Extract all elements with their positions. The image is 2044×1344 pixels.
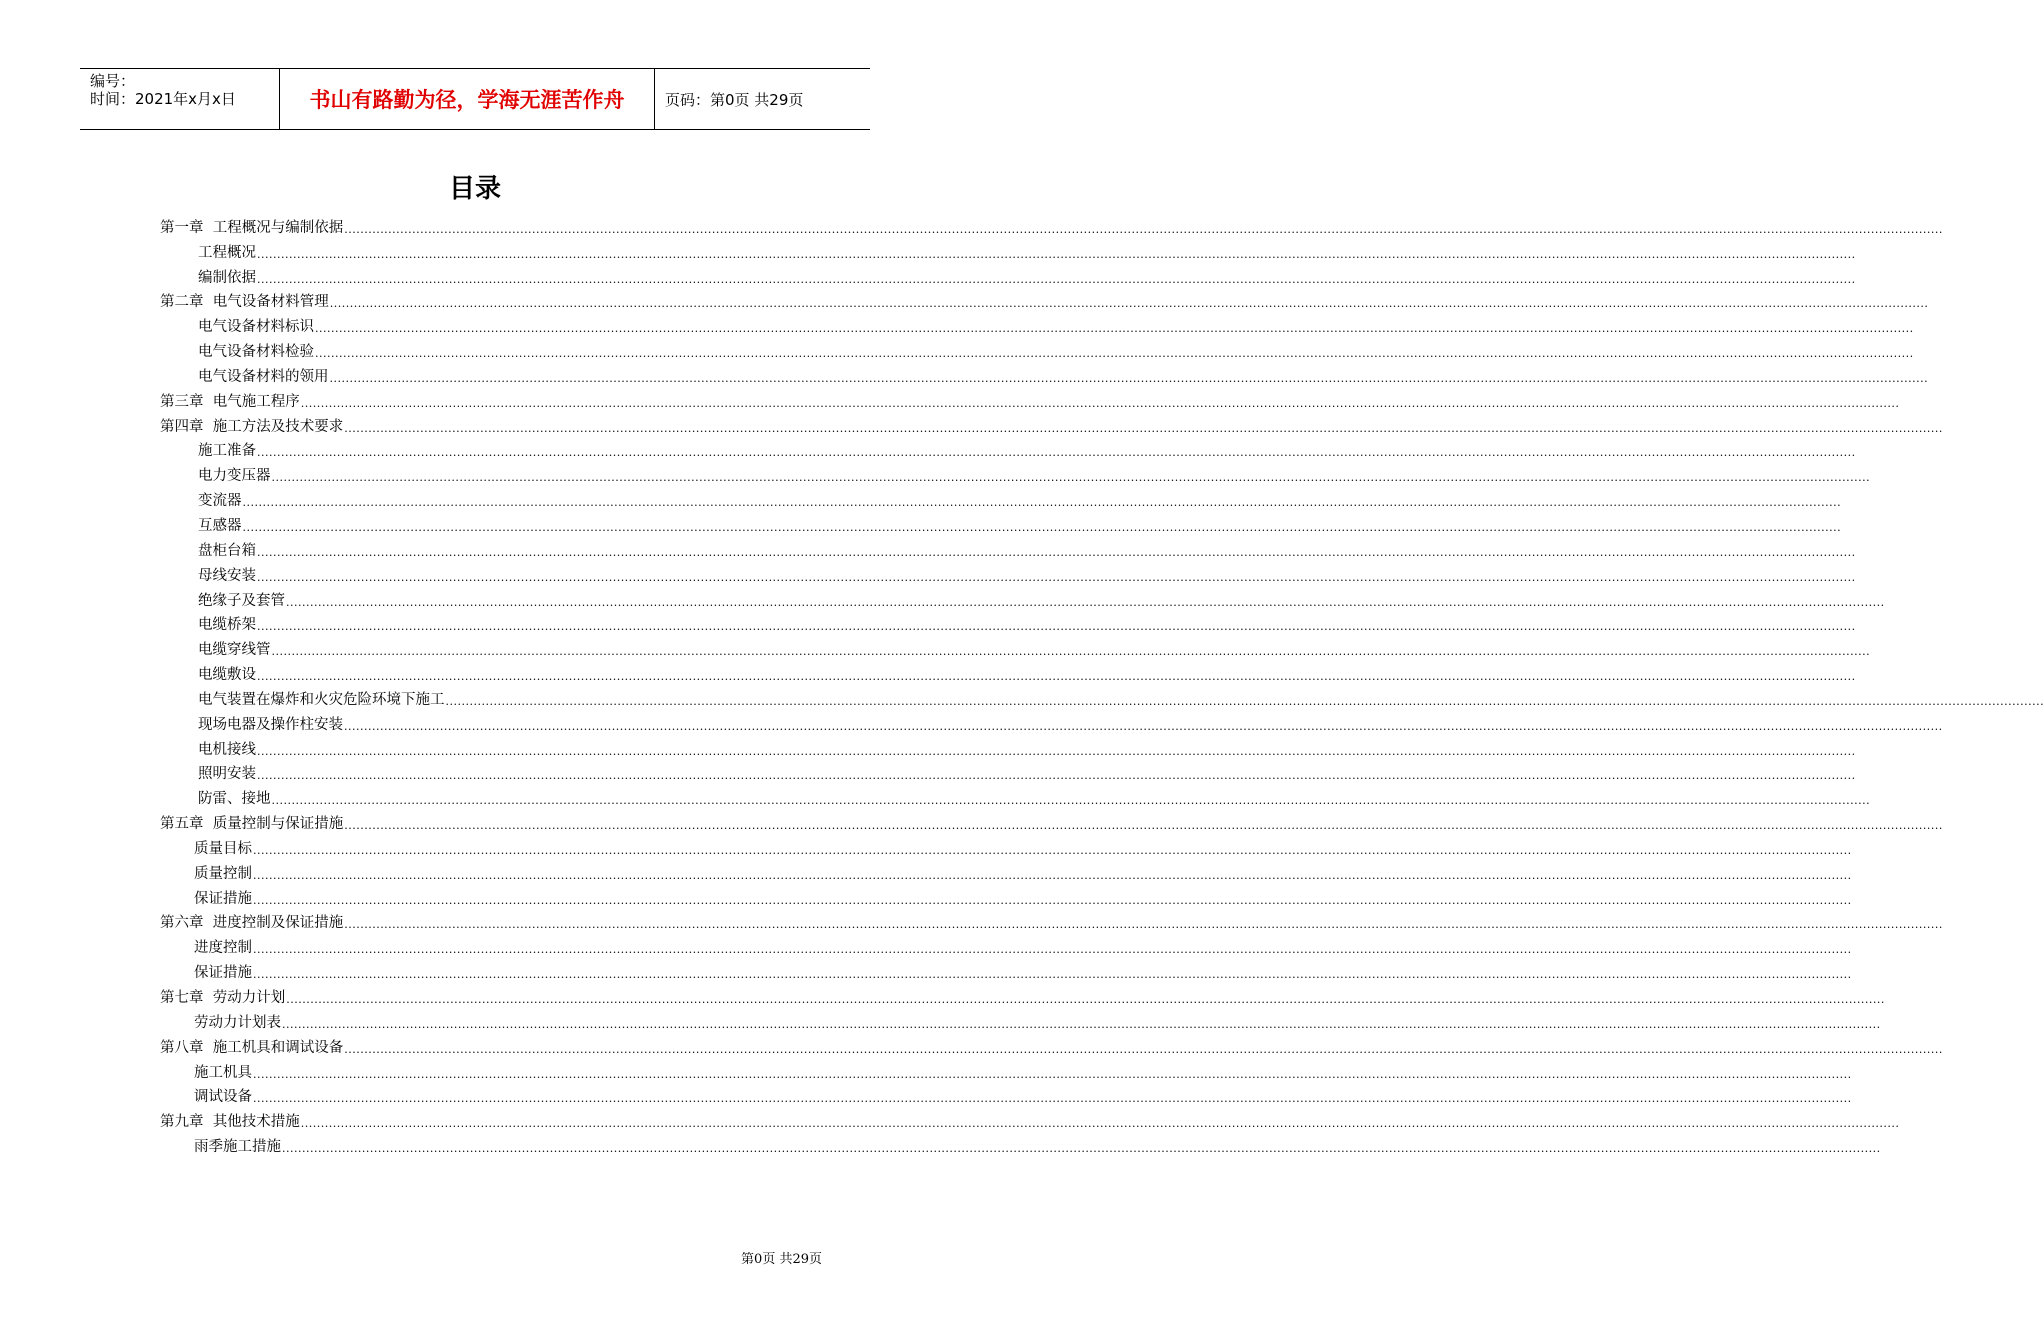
toc-entry-label: 保证措施 xyxy=(194,965,252,982)
toc-leader-dots: ................................................................................................................................................................................................................................................................................................................................................................................................................ xyxy=(282,1017,1881,1031)
toc-entry-label: 调试设备 xyxy=(194,1089,252,1106)
toc-leader-dots: ................................................................................................................................................................................................................................................................................................................................................................................................................ xyxy=(282,1142,1881,1156)
toc-leader-dots: ................................................................................................................................................................................................................................................................................................................................................................................................................ xyxy=(344,222,1943,236)
toc-leader-dots: ................................................................................................................................................................................................................................................................................................................................................................................................................ xyxy=(445,694,2044,708)
page-footer: 第0页 共29页 xyxy=(741,1252,822,1267)
toc-entry-label: 第三章 电气施工程序 xyxy=(160,393,300,410)
toc-entry[interactable] xyxy=(160,684,2044,709)
toc-leader-dots: ................................................................................................................................................................................................................................................................................................................................................................................................................ xyxy=(329,297,1929,311)
toc-entry[interactable] xyxy=(160,833,1852,858)
toc-entry[interactable] xyxy=(160,634,1871,659)
toc-leader-dots: ................................................................................................................................................................................................................................................................................................................................................................................................................ xyxy=(257,744,1856,758)
number-label: 编号： xyxy=(90,72,136,90)
toc-entry-label: 第一章 工程概况与编制依据 xyxy=(160,219,344,236)
time-label: 时间：2021年x月x日 xyxy=(90,90,236,108)
toc-leader-dots: ................................................................................................................................................................................................................................................................................................................................................................................................................ xyxy=(300,396,1900,410)
toc-leader-dots: ................................................................................................................................................................................................................................................................................................................................................................................................................ xyxy=(253,868,1852,882)
toc-entry[interactable] xyxy=(160,311,1914,336)
toc-entry[interactable] xyxy=(160,411,1943,436)
toc-leader-dots: ................................................................................................................................................................................................................................................................................................................................................................................................................ xyxy=(271,794,1871,808)
toc-entry-label: 保证措施 xyxy=(194,890,252,907)
toc-entry[interactable] xyxy=(160,1131,1881,1156)
toc-entry-label: 劳动力计划表 xyxy=(194,1014,281,1031)
toc-entry[interactable] xyxy=(160,858,1852,883)
toc-entry-label: 第二章 电气设备材料管理 xyxy=(160,294,329,311)
header-page-info: 页码：第0页 共29页 xyxy=(665,90,804,109)
toc-entry-label: 质量目标 xyxy=(194,840,252,857)
toc-entry-label: 工程概况 xyxy=(198,244,256,261)
toc-entry[interactable] xyxy=(160,932,1852,957)
toc-entry-label: 盘柜台箱 xyxy=(198,542,256,559)
toc-leader-dots: ................................................................................................................................................................................................................................................................................................................................................................................................................ xyxy=(286,595,1885,609)
toc-entry[interactable] xyxy=(160,759,1856,784)
toc-leader-dots: ................................................................................................................................................................................................................................................................................................................................................................................................................ xyxy=(253,843,1852,857)
toc-entry[interactable] xyxy=(160,560,1856,585)
toc-entry-label: 施工准备 xyxy=(198,443,256,460)
toc-leader-dots: ................................................................................................................................................................................................................................................................................................................................................................................................................ xyxy=(271,471,1871,485)
toc-entry[interactable] xyxy=(160,460,1871,485)
toc-entry[interactable] xyxy=(160,436,1856,461)
toc-entry[interactable] xyxy=(160,262,1856,287)
toc-entry[interactable] xyxy=(160,287,1929,312)
toc-entry[interactable] xyxy=(160,361,1929,386)
toc-entry[interactable] xyxy=(160,386,1900,411)
toc-entry-label: 照明安装 xyxy=(198,766,256,783)
toc-leader-dots: ................................................................................................................................................................................................................................................................................................................................................................................................................ xyxy=(257,272,1856,286)
toc-leader-dots: ................................................................................................................................................................................................................................................................................................................................................................................................................ xyxy=(257,545,1856,559)
toc-entry[interactable] xyxy=(160,212,1943,237)
toc-leader-dots: ................................................................................................................................................................................................................................................................................................................................................................................................................ xyxy=(344,918,1943,932)
toc-entry-label: 编制依据 xyxy=(198,269,256,286)
toc-entry-label: 施工机具 xyxy=(194,1064,252,1081)
toc-entry[interactable] xyxy=(160,1106,1900,1131)
toc-leader-dots: ................................................................................................................................................................................................................................................................................................................................................................................................................ xyxy=(271,645,1871,659)
toc-entry-label: 绝缘子及套管 xyxy=(198,592,285,609)
toc-leader-dots: ................................................................................................................................................................................................................................................................................................................................................................................................................ xyxy=(315,322,1914,336)
header-motto: 书山有路勤为径，学海无涯苦作舟 xyxy=(280,69,655,129)
toc-entry-label: 第九章 其他技术措施 xyxy=(160,1114,300,1131)
toc-leader-dots: ................................................................................................................................................................................................................................................................................................................................................................................................................ xyxy=(257,769,1856,783)
toc-entry-label: 质量控制 xyxy=(194,865,252,882)
page-title: 目录 xyxy=(448,174,501,204)
toc-entry-label: 雨季施工措施 xyxy=(194,1139,281,1156)
toc-leader-dots: ................................................................................................................................................................................................................................................................................................................................................................................................................ xyxy=(253,1092,1852,1106)
toc-entry-label: 电缆敷设 xyxy=(198,667,256,684)
toc-entry[interactable] xyxy=(160,783,1871,808)
toc-entry-label: 第七章 劳动力计划 xyxy=(160,990,286,1006)
toc-entry[interactable] xyxy=(160,734,1856,759)
header-meta xyxy=(80,69,280,129)
toc-entry[interactable] xyxy=(160,1032,1943,1057)
toc-entry-label: 电气装置在爆炸和火灾危险环境下施工 xyxy=(198,691,445,708)
toc-entry[interactable] xyxy=(160,535,1856,560)
toc-entry-label: 互感器 xyxy=(198,517,242,534)
toc-leader-dots: ................................................................................................................................................................................................................................................................................................................................................................................................................ xyxy=(253,893,1852,907)
toc-entry-label: 电缆桥架 xyxy=(198,617,256,634)
toc-entry-label: 第四章 施工方法及技术要求 xyxy=(160,418,344,435)
toc-entry[interactable] xyxy=(160,610,1856,635)
toc-entry[interactable] xyxy=(160,982,1885,1007)
toc-leader-dots: ................................................................................................................................................................................................................................................................................................................................................................................................................ xyxy=(257,620,1856,634)
toc-entry-label: 电气设备材料检验 xyxy=(198,344,314,361)
toc-leader-dots: ................................................................................................................................................................................................................................................................................................................................................................................................................ xyxy=(344,819,1943,833)
toc-entry[interactable] xyxy=(160,237,1856,262)
toc-entry[interactable] xyxy=(160,1007,1881,1032)
toc-entry[interactable] xyxy=(160,1057,1852,1082)
toc-entry-label: 电气设备材料标识 xyxy=(198,319,314,336)
table-of-contents xyxy=(160,212,2044,1156)
toc-entry[interactable] xyxy=(160,1082,1852,1107)
toc-entry[interactable] xyxy=(160,883,1852,908)
toc-entry-label: 进度控制 xyxy=(194,940,252,957)
toc-leader-dots: ................................................................................................................................................................................................................................................................................................................................................................................................................ xyxy=(344,1042,1943,1056)
toc-entry-label: 第六章 进度控制及保证措施 xyxy=(160,915,344,932)
toc-entry-label: 防雷、接地 xyxy=(198,791,271,808)
toc-leader-dots: ................................................................................................................................................................................................................................................................................................................................................................................................................ xyxy=(300,1117,1900,1131)
toc-entry[interactable] xyxy=(160,510,1842,535)
toc-leader-dots: ................................................................................................................................................................................................................................................................................................................................................................................................................ xyxy=(257,247,1856,261)
toc-entry-label: 电气设备材料的领用 xyxy=(198,368,329,385)
toc-entry[interactable] xyxy=(160,908,1943,933)
toc-leader-dots: ................................................................................................................................................................................................................................................................................................................................................................................................................ xyxy=(286,993,1885,1006)
toc-entry[interactable] xyxy=(160,336,1914,361)
toc-leader-dots: ................................................................................................................................................................................................................................................................................................................................................................................................................ xyxy=(257,670,1856,684)
page-header xyxy=(80,68,870,130)
toc-entry[interactable] xyxy=(160,659,1856,684)
toc-leader-dots: ................................................................................................................................................................................................................................................................................................................................................................................................................ xyxy=(253,968,1852,982)
toc-leader-dots: ................................................................................................................................................................................................................................................................................................................................................................................................................ xyxy=(257,446,1856,460)
toc-entry-label: 现场电器及操作柱安装 xyxy=(198,716,343,733)
toc-entry-label: 第八章 施工机具和调试设备 xyxy=(160,1039,344,1056)
toc-entry-label: 变流器 xyxy=(198,493,242,510)
toc-entry[interactable] xyxy=(160,485,1842,510)
toc-leader-dots: ................................................................................................................................................................................................................................................................................................................................................................................................................ xyxy=(253,1067,1852,1081)
toc-leader-dots: ................................................................................................................................................................................................................................................................................................................................................................................................................ xyxy=(344,421,1943,435)
toc-leader-dots: ................................................................................................................................................................................................................................................................................................................................................................................................................ xyxy=(329,371,1929,385)
toc-leader-dots: ................................................................................................................................................................................................................................................................................................................................................................................................................ xyxy=(242,496,1842,510)
toc-leader-dots: ................................................................................................................................................................................................................................................................................................................................................................................................................ xyxy=(344,719,1943,733)
toc-leader-dots: ................................................................................................................................................................................................................................................................................................................................................................................................................ xyxy=(315,347,1914,361)
toc-leader-dots: ................................................................................................................................................................................................................................................................................................................................................................................................................ xyxy=(253,943,1852,957)
toc-entry[interactable] xyxy=(160,585,1885,610)
toc-entry-label: 电机接线 xyxy=(198,741,256,758)
toc-entry[interactable] xyxy=(160,957,1852,982)
toc-entry-label: 电缆穿线管 xyxy=(198,642,271,659)
toc-entry[interactable] xyxy=(160,808,1943,833)
toc-entry-label: 母线安装 xyxy=(198,567,256,584)
toc-leader-dots: ................................................................................................................................................................................................................................................................................................................................................................................................................ xyxy=(257,570,1856,584)
toc-entry-label: 第五章 质量控制与保证措施 xyxy=(160,816,344,833)
toc-entry[interactable] xyxy=(160,709,1943,734)
toc-entry-label: 电力变压器 xyxy=(198,468,271,485)
toc-leader-dots: ................................................................................................................................................................................................................................................................................................................................................................................................................ xyxy=(242,520,1842,534)
